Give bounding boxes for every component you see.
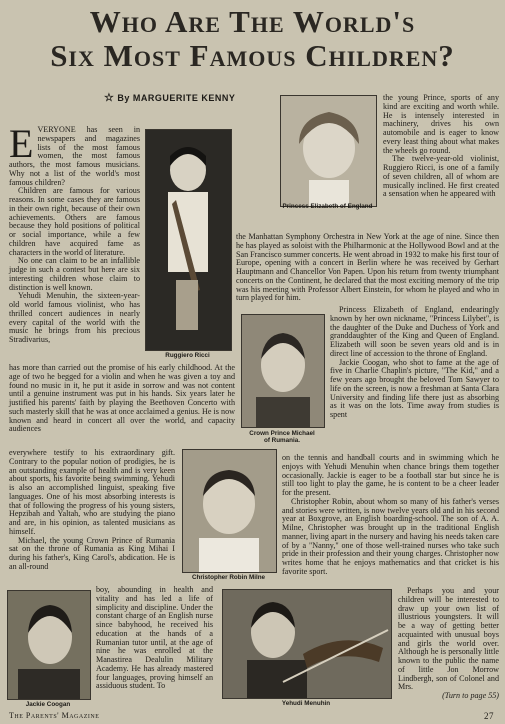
page-title-line-2: Six Most Famous Children?	[50, 38, 455, 73]
ricci-continued	[236, 233, 499, 305]
coogan-robin-column	[282, 454, 499, 586]
paragraph-menuhin-full: has more than carried out the promise of his early childhood. At the age of two he begged for a violin and when he was given a toy and found no music in it, he put it aside in sorrow and was not content until a genuine instrument was put in his hands. Six years later he justified his parents' faith by playing the Beethoven Concerto with such masterly skill that he was at once acclaimed a genius. He is now known and heard in concert all over the world, and capacity audiences	[9, 363, 235, 434]
byline	[104, 91, 235, 104]
paragraph-no-one: No one can claim to be an infallible judge in such a contest but here are six interesting children whose claim to distinction is well known.	[9, 256, 140, 292]
paragraph-ricci-a: The twelve-year-old violinist, Ruggiero Ricci, is one of a family of seven children, all of whom are musically inclined. He first created a sensation when he appeared with	[383, 154, 499, 199]
paragraph-menuhin-mid: everywhere testify to his extraordinary gift. Contrary to the popular notion of prodigies, he is an outstanding example of health and is very keen about sports, his favorite being swimming. Yehudi is also an accomplished linguist, speaking five languages. One of his most absorbing interests is that of following the progress of his young sisters, Hepzibah and Yaltah, who are studying the piano and are, in his opinion, as talented musicians as himself.	[9, 448, 175, 536]
page-title-line-1: Who Are The World's	[89, 4, 416, 39]
menuhin-caption: Yehudi Menuhin	[281, 700, 331, 707]
robin-photo	[182, 449, 277, 573]
closing-column	[398, 587, 499, 691]
star-icon: ☆	[104, 92, 115, 104]
paragraph-elizabeth: Princess Elizabeth of England, endearingly known by her own nickname, "Princess Lilybet", is the daughter of the Duke and Duchess of York and granddaughter of the King and Queen of England. Elizabeth will soon be seven years old and is in direct line of accession to the throne of England.	[330, 305, 499, 358]
magazine-name: The Parents' Magazine	[9, 711, 100, 720]
paragraph-michael-cont: boy, abounding in health and vitality and has led a life of simplicity and discipline. Under the constant charge of an English nurse since babyhood, he received his education at the hands of a Rumanian tutor until, at the age of nine he was enrolled at the Manastirea Dealulin Military Academy. He has already mastered four languages, proving himself an assiduous student. To	[96, 585, 213, 691]
author-name: By MARGUERITE KENNY	[117, 93, 236, 103]
elizabeth-coogan-column	[330, 306, 499, 453]
intro-paragraph: EVERYONE has seen in newspapers and magazines lists of the most famous women, the most famous authors, the most famous musicians. Why not a list of the world's most famous children?	[9, 121, 140, 187]
coogan-photo	[7, 590, 91, 700]
robin-caption: Christopher Robin Milne	[191, 574, 266, 581]
menuhin-photo	[222, 589, 392, 699]
paragraph-menuhin-top: Yehudi Menuhin, the sixteen-year-old world famous violinist, who has thrilled concert audiences in nearly every capital of the world with the music he brings from his precious Stradivarius,	[9, 291, 140, 344]
paragraph-children-fame: Children are famous for various reasons. In some cases they are famous in their own right, because of their own achievements. Others are famous because they hold positions of political or social importance, while a few children have acquired fame as characters in the world of literature.	[9, 186, 140, 257]
elizabeth-photo	[280, 95, 377, 207]
elizabeth-caption: Princess Elizabeth of England	[282, 203, 373, 210]
michael-photo	[241, 314, 325, 428]
paragraph-coogan: Jackie Coogan, who shot to fame at the age of five in Charlie Chaplin's picture, "The Kid," and a few years ago brought the beloved Tom Sawyer to life on the screen, is now a freshman at Santa Clara University and finding life there just as absorbing as it was on the lots. Time away from studies is spent	[330, 357, 499, 419]
michael-continued	[96, 586, 213, 701]
ricci-caption: Ruggiero Ricci	[165, 352, 210, 359]
paragraph-michael: Michael, the young Crown Prince of Rumania sat on the throne of Rumania as King Mihai I during his father's, King Carol's, abdication. He is an all-round	[9, 535, 175, 571]
paragraph-ricci-b: the Manhattan Symphony Orchestra in New York at the age of nine. Since then he has played as soloist with the Philharmonic at the Hollywood Bowl and at the San Francisco summer concerts. He went abroad in 1932 to make his first tour of Europe, opening with a concert in Berlin where he was received by Gerhart Hauptmann and Chancellor Von Papen. Upon his return from twenty triumphant concerts on the Continent, he declared that the most exciting memory of the trip was his meeting with Professor Albert Einstein, for whom he played and who in turn played for him.	[236, 232, 499, 303]
menuhin-michael-column	[9, 449, 175, 585]
paragraph-robin: Christopher Robin, about whom so many of his father's verses and stories were written, is now twelve years old and in his second year at Boxgrove, an English boarding-school. The son of A. A. Milne, Christopher was brought up in the traditional English manner, living apart in the nursery and having his needs taken care of by a "Nanny," one of those well-trained nurses who take such pride in their profession and their young charges. Christopher now writes home that he enjoys mathematics and that cricket is his favorite sport.	[282, 496, 499, 576]
paragraph-coogan-b: on the tennis and handball courts and in swimming which he enjoys with Yehudi Menuhin when chance brings them together occasionally. Jackie is eager to be a football star but since he is still too light to play the game, he is content to be a cheer leader for the present.	[282, 453, 499, 497]
page-number: 27	[484, 711, 494, 721]
prince-sports-column	[383, 94, 499, 233]
michael-caption: Crown Prince Michael of Rumania.	[249, 430, 315, 444]
paragraph-prince-sports: the young Prince, sports of any kind are exciting and worth while. He is intensely interested in machinery, drives his own automobile and is eager to know every least thing about what makes the wheels go round.	[383, 93, 499, 155]
menuhin-column	[9, 364, 235, 447]
ricci-photo	[145, 129, 232, 351]
coogan-caption: Jackie Coogan	[25, 701, 71, 708]
paragraph-closing: Perhaps you and your children will be interested to draw up your own list of illustrious youngsters. It will be a way of getting better acquainted with unusual boys and girls the world over. Although he is personally little known to the public the name of little Jon Morrow Lindbergh, son of Colonel and Mrs.	[398, 586, 499, 692]
continued-note: (Turn to page 55)	[442, 691, 499, 700]
intro-column	[9, 121, 140, 344]
drop-cap: E	[9, 121, 34, 166]
